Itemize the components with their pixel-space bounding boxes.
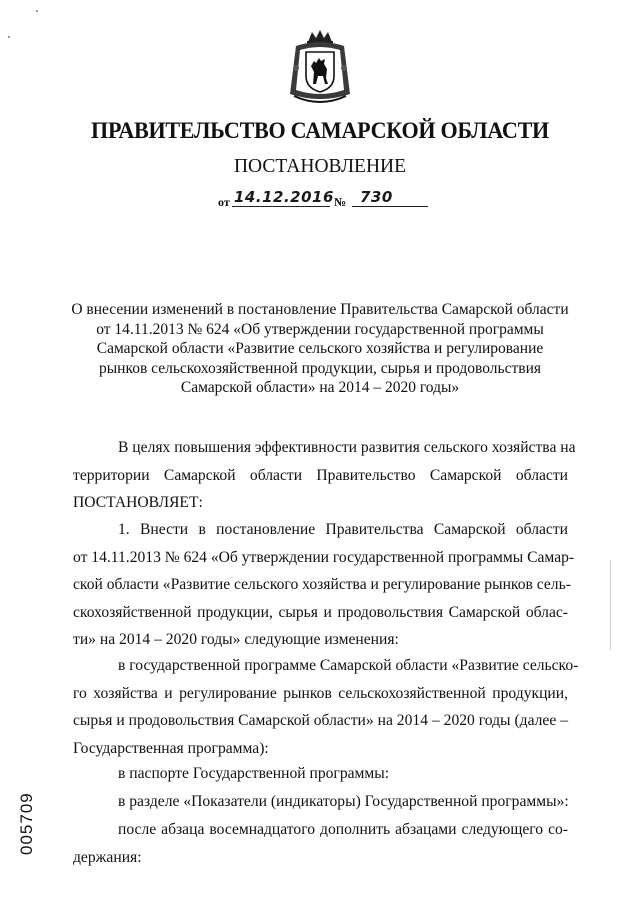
subject-line: рынков сельскохозяйственной продукции, сырья и продовольствия: [99, 359, 541, 377]
body-line: от 14.11.2013 № 624 «Об утверждении государственной программы Самар-: [73, 548, 575, 566]
subject-line: Самарской области» на 2014 – 2020 годы»: [180, 379, 460, 396]
body-line: ти» на 2014 – 2020 годы» следующие изменения:: [73, 631, 399, 648]
scan-mark: [36, 10, 38, 12]
body-line: 1. Внести в постановление Правительства Самарской области: [118, 521, 568, 538]
subject-line: Самарской области «Развитие сельского хозяйства и регулирование: [96, 340, 544, 357]
body-line: ской области «Развитие сельского хозяйства и регулирование рынков сель-: [73, 576, 571, 593]
item-1-paragraph: [73, 516, 575, 654]
preamble-paragraph: [73, 434, 576, 517]
subject-line: О внесении изменений в постановление Правительства Самарской области: [71, 301, 569, 318]
number-underline: [352, 206, 428, 207]
passport-paragraph: [73, 760, 568, 788]
date-underline: [232, 206, 330, 207]
document-date: 14.12.2016: [234, 188, 334, 206]
body-line: держания:: [73, 848, 142, 866]
indicators-paragraph: [73, 788, 568, 816]
body-line: сырья и продовольствия Самарской области» на 2014 – 2020 годы (далее –: [73, 712, 568, 729]
document-number: 730: [360, 188, 393, 206]
document-subject: [70, 300, 570, 398]
government-title: ПРАВИТЕЛЬСТВО САМАРСКОЙ ОБЛАСТИ: [91, 118, 549, 144]
body-line: скохозяйственной продукции, сырья и продовольствия Самарской облас-: [73, 603, 568, 621]
scan-mark: [610, 560, 611, 650]
body-line: ПОСТАНОВЛЯЕТ:: [73, 494, 203, 511]
coat-of-arms-emblem: [286, 28, 354, 110]
number-prefix: №: [334, 195, 347, 209]
body-line: после абзаца восемнадцатого дополнить абзацами следующего со-: [118, 821, 568, 838]
body-line: Государственная программа):: [73, 739, 269, 757]
program-paragraph: [73, 652, 579, 762]
addition-paragraph: [73, 816, 568, 871]
body-line: В целях повышения эффективности развития сельского хозяйства на: [118, 439, 576, 456]
subject-line: от 14.11.2013 № 624 «Об утверждении государственной программы: [96, 320, 544, 338]
side-stamp-number: 005709: [17, 792, 36, 855]
date-prefix: от: [218, 195, 230, 209]
body-line: в паспорте Государственной программы:: [118, 765, 390, 782]
scan-mark: [8, 36, 10, 38]
body-line: территории Самарской области Правительство Самарской области: [73, 466, 568, 484]
body-line: в разделе «Показатели (индикаторы) Государственной программы»:: [118, 793, 569, 810]
date-number-line: [212, 188, 432, 212]
document-type: ПОСТАНОВЛЕНИЕ: [233, 156, 407, 177]
body-line: в государственной программе Самарской области «Развитие сельско-: [118, 657, 579, 674]
body-line: го хозяйства и регулирование рынков сельскохозяйственной продукции,: [73, 684, 568, 702]
